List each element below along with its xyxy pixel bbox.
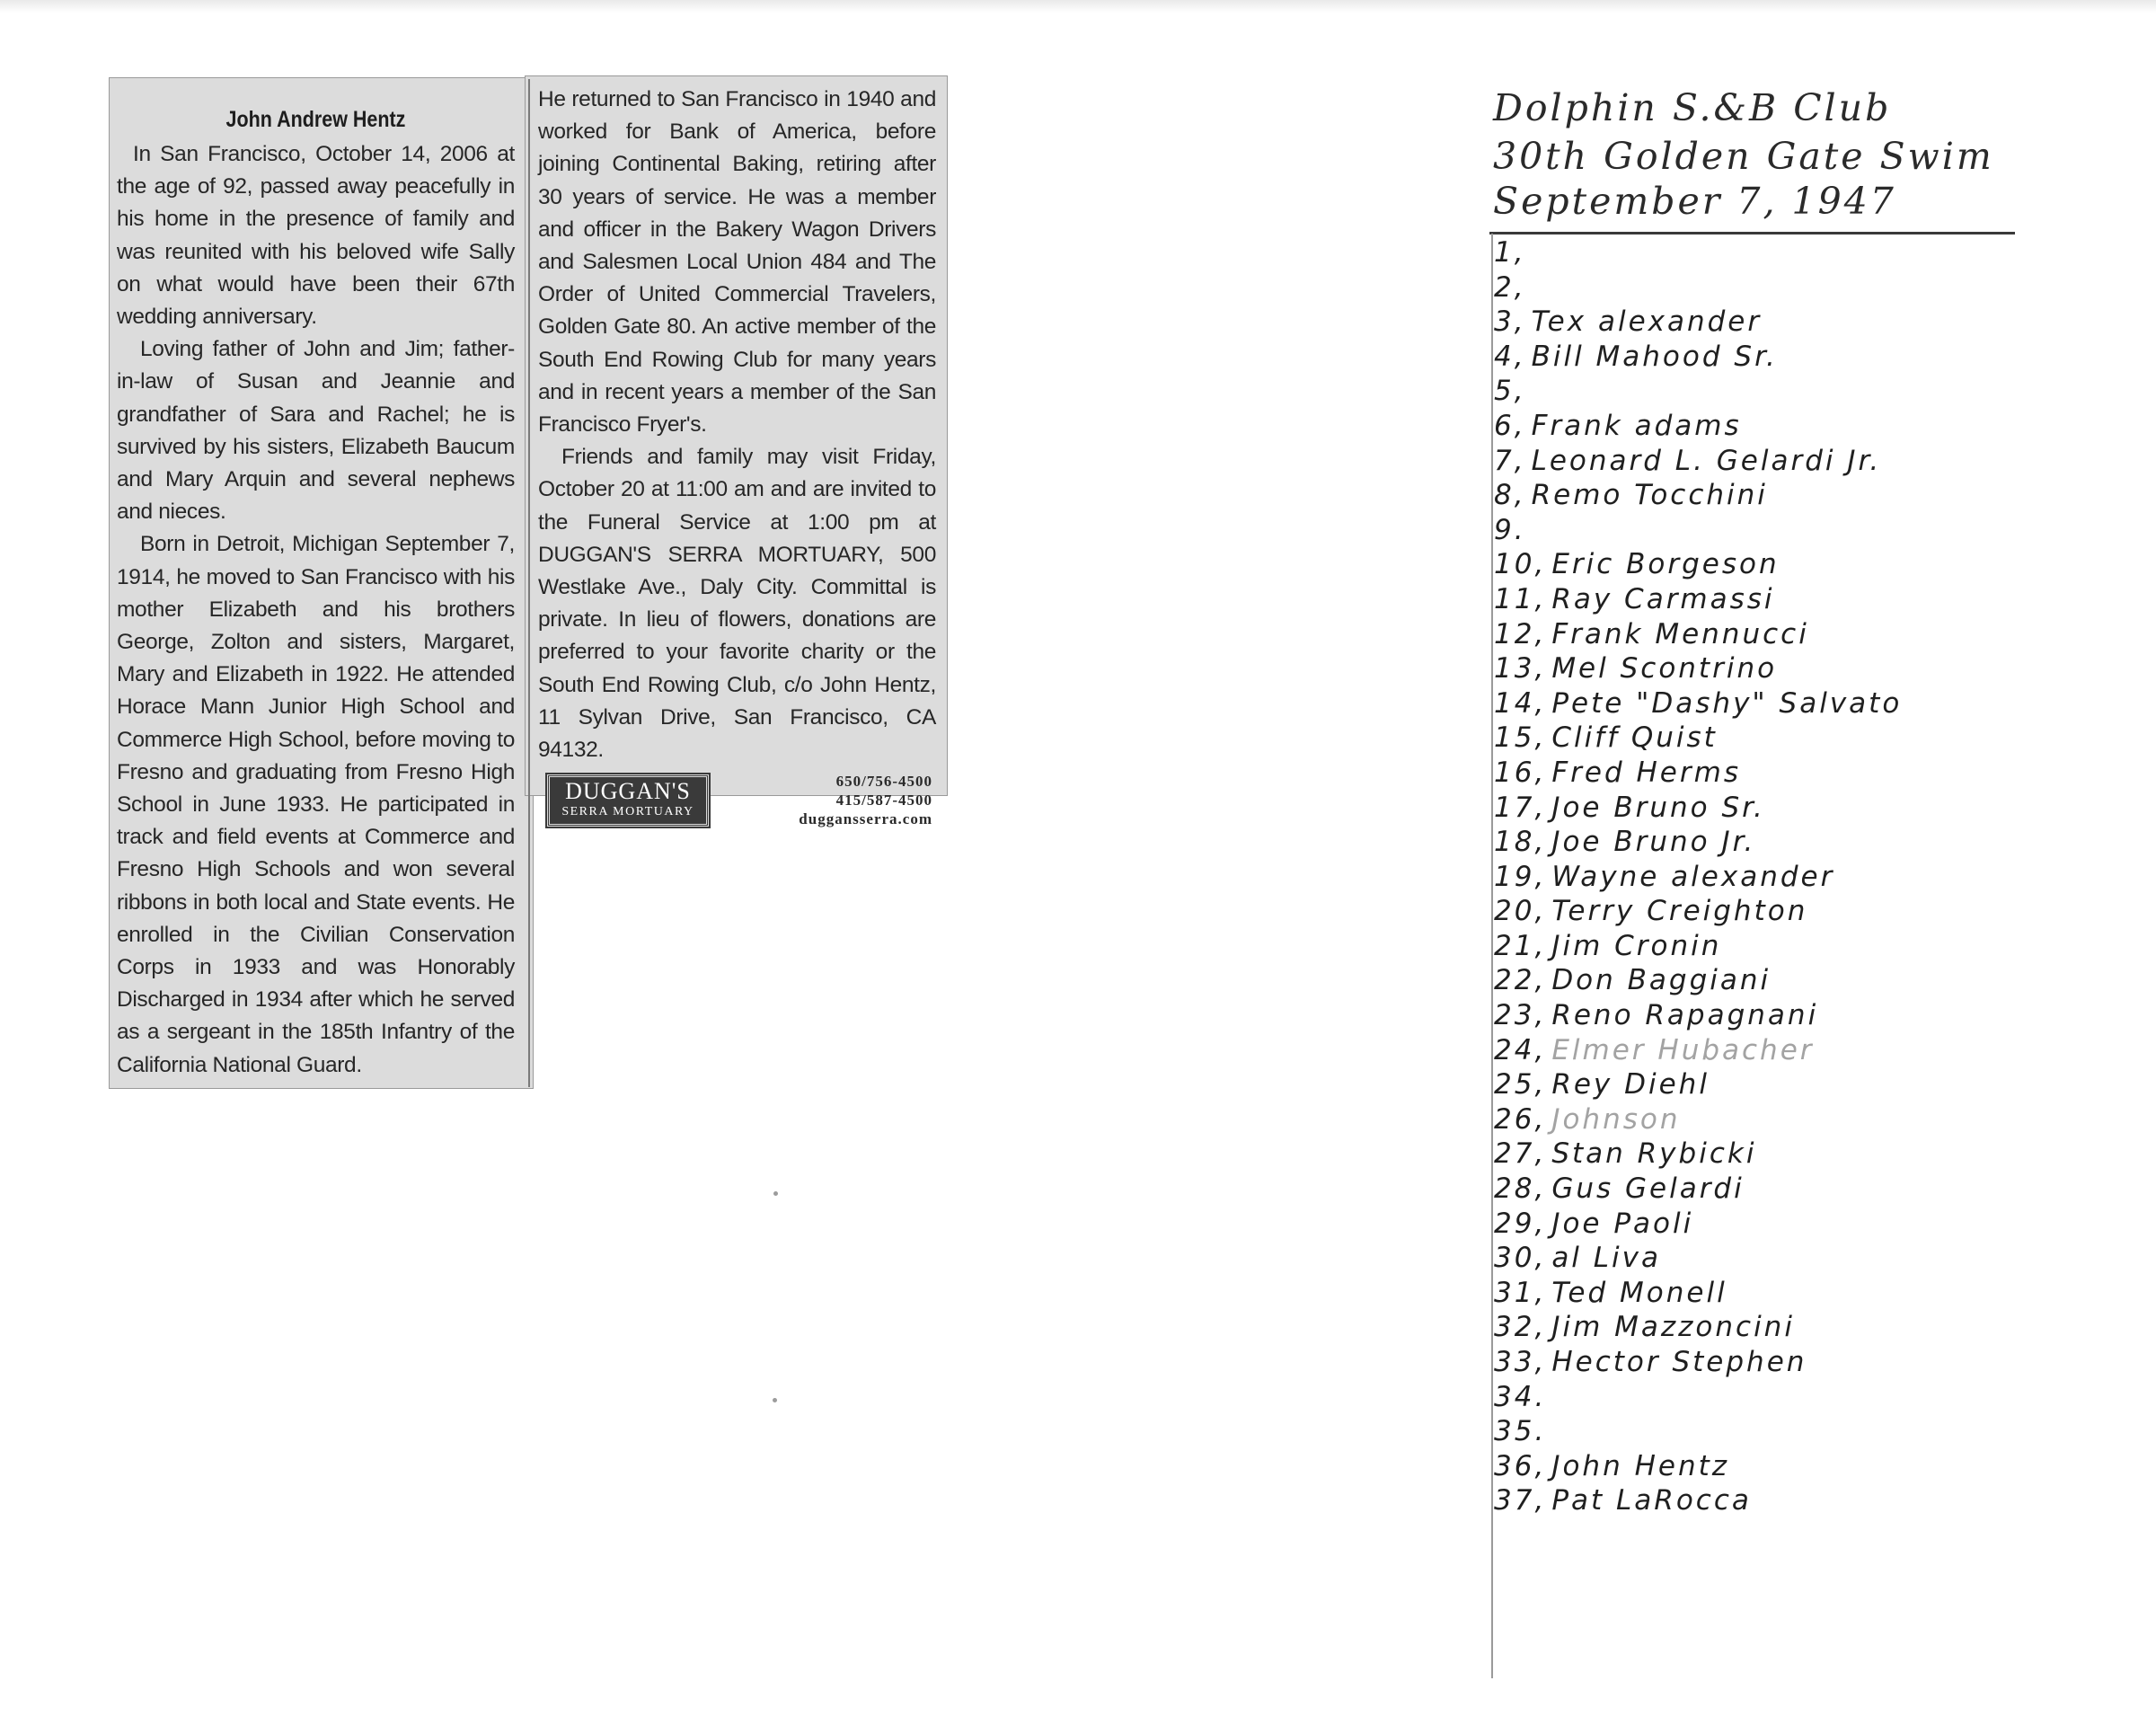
mortuary-ad xyxy=(538,772,936,828)
swimmer-name: Jim Mazzoncini xyxy=(1551,1311,1795,1344)
swimmer-name: Johnson xyxy=(1551,1102,1681,1136)
entry-number: 9. xyxy=(1494,513,1526,546)
list-item xyxy=(1494,1102,1902,1137)
entry-number: 3, xyxy=(1494,305,1526,339)
swimmer-name: John Hentz xyxy=(1551,1449,1730,1482)
entry-number: 34. xyxy=(1494,1380,1547,1413)
list-item xyxy=(1494,513,1902,548)
entry-number: 23, xyxy=(1494,999,1547,1032)
swimmer-name: Fred Herms xyxy=(1551,756,1741,789)
website: duggansserra.com xyxy=(799,810,932,828)
swimmer-name: Pat LaRocca xyxy=(1551,1484,1752,1517)
entry-number: 15, xyxy=(1494,721,1547,755)
swimmer-name: Elmer Hubacher xyxy=(1551,1033,1815,1066)
list-item xyxy=(1494,1310,1902,1345)
list-item xyxy=(1494,756,1902,791)
obituary-paragraph: Loving father of John and Jim; father-in-law of Susan and Jeannie and grandfather of Sara and Rachel; he is survived by his sisters, Elizabeth Baucum and Mary Arquin and several nephews and nieces. xyxy=(117,337,515,525)
entry-number: 14, xyxy=(1494,686,1547,720)
swimmer-name: Wayne alexander xyxy=(1551,860,1835,893)
swimmer-name: Frank adams xyxy=(1531,409,1742,442)
entry-number: 35. xyxy=(1494,1415,1547,1448)
swimmer-name: Joe Bruno Sr. xyxy=(1551,791,1765,824)
obituary-heading: John Andrew Hentz xyxy=(225,107,406,132)
swimmer-name: Leonard L. Gelardi Jr. xyxy=(1531,444,1882,477)
entry-number: 30, xyxy=(1494,1242,1547,1275)
entry-number: 28, xyxy=(1494,1172,1547,1206)
mortuary-logo xyxy=(547,774,709,827)
swimmer-name: Ted Monell xyxy=(1551,1276,1727,1309)
logo-subname: SERRA MORTUARY xyxy=(561,804,694,818)
swimmer-name: Reno Rapagnani xyxy=(1551,999,1819,1032)
entry-number: 24, xyxy=(1494,1033,1547,1066)
entry-number: 26, xyxy=(1494,1102,1547,1136)
title-underline xyxy=(1489,232,2015,234)
entry-number: 36, xyxy=(1494,1449,1547,1482)
swimmer-name: Joe Paoli xyxy=(1551,1207,1694,1240)
swimmer-name: Bill Mahood Sr. xyxy=(1531,340,1778,373)
swimmer-name: Frank Mennucci xyxy=(1551,617,1809,650)
swimmer-name: Ray Carmassi xyxy=(1551,582,1775,615)
obituary-paragraph: Born in Detroit, Michigan September 7, 1914, he moved to San Francisco with his mother Elizabeth and his brothers George, Zolton and sisters, Margaret, Mary and Elizabeth in 1922. He attended Horace Mann Junior High School and Commerce High School, before moving to Fresno and graduating from Fresno High School in June 1933. He participated in track and field events at Commerce and Fresno High Schools and won several ribbons in both local and State events. He enrolled in the Civilian Conservation Corps in 1933 and was Honorably Discharged in 1934 after which he served as a sergeant in the 185th Infantry of the California National Guard. xyxy=(117,532,515,1077)
swimmer-name: Rey Diehl xyxy=(1551,1068,1710,1101)
swimmer-name: Tex alexander xyxy=(1531,305,1763,339)
list-item xyxy=(1494,1483,1902,1518)
list-item xyxy=(1494,1241,1902,1276)
list-item xyxy=(1494,1207,1902,1242)
list-item xyxy=(1494,686,1902,721)
list-item xyxy=(1494,791,1902,826)
list-item xyxy=(1494,825,1902,860)
entry-number: 27, xyxy=(1494,1137,1547,1171)
swimmer-list xyxy=(1494,235,1902,1518)
entry-number: 8, xyxy=(1494,479,1526,512)
entry-number: 13, xyxy=(1494,652,1547,686)
entry-number: 6, xyxy=(1494,409,1526,442)
swimmer-name: Terry Creighton xyxy=(1551,895,1808,928)
swimmer-name: Eric Borgeson xyxy=(1551,548,1780,581)
mortuary-contact xyxy=(799,772,932,828)
entry-number: 12, xyxy=(1494,617,1547,650)
swimmer-name: Hector Stephen xyxy=(1551,1346,1807,1378)
swimmer-name: Mel Scontrino xyxy=(1551,652,1778,686)
list-item xyxy=(1494,547,1902,582)
list-item xyxy=(1494,340,1902,375)
list-item xyxy=(1494,270,1902,305)
entry-number: 4, xyxy=(1494,340,1526,373)
logo-name: DUGGAN'S xyxy=(565,777,691,804)
entry-number: 20, xyxy=(1494,895,1547,928)
list-item xyxy=(1494,1276,1902,1311)
entry-number: 21, xyxy=(1494,929,1547,962)
list-item xyxy=(1494,617,1902,652)
swimmer-name: Joe Bruno Jr. xyxy=(1551,826,1756,859)
list-item xyxy=(1494,1449,1902,1484)
obituary-column-2 xyxy=(525,75,948,828)
list-margin-line xyxy=(1491,234,1493,1678)
list-item xyxy=(1494,1380,1902,1415)
swimmer-name: Gus Gelardi xyxy=(1551,1172,1745,1206)
phone-number: 415/587-4500 xyxy=(835,792,932,809)
obituary-paragraph: In San Francisco, October 14, 2006 at the age of 92, passed away peacefully in his home in the presence of family and was reunited with his beloved wife Sally on what would have been their 67th wedding anniversary. xyxy=(117,142,515,330)
entry-number: 5, xyxy=(1494,375,1526,408)
entry-number: 16, xyxy=(1494,756,1547,789)
list-item xyxy=(1494,1033,1902,1068)
entry-number: 25, xyxy=(1494,1068,1547,1101)
phone-number: 650/756-4500 xyxy=(835,773,932,791)
swimmer-name: Don Baggiani xyxy=(1551,964,1772,997)
list-item xyxy=(1494,1067,1902,1102)
swimmer-name: Stan Rybicki xyxy=(1551,1137,1757,1171)
list-item xyxy=(1494,1345,1902,1380)
entry-number: 29, xyxy=(1494,1207,1547,1240)
entry-number: 2, xyxy=(1494,270,1526,304)
swimmer-name: Cliff Quist xyxy=(1551,721,1718,755)
entry-number: 7, xyxy=(1494,444,1526,477)
list-title-event: 30th Golden Gate Swim xyxy=(1493,135,1994,178)
entry-number: 31, xyxy=(1494,1276,1547,1309)
swimmer-name: al Liva xyxy=(1551,1242,1662,1275)
entry-number: 22, xyxy=(1494,964,1547,997)
list-item xyxy=(1494,721,1902,756)
entry-number: 11, xyxy=(1494,582,1547,615)
list-item xyxy=(1494,894,1902,929)
entry-number: 17, xyxy=(1494,791,1547,824)
obituary-column-1 xyxy=(109,77,534,1089)
list-item xyxy=(1494,1137,1902,1172)
list-title-date: September 7, 1947 xyxy=(1493,180,1896,223)
list-title-club: Dolphin S.&B Club xyxy=(1493,86,1892,129)
list-item xyxy=(1494,1414,1902,1449)
list-item xyxy=(1494,374,1902,409)
swimmer-name: Jim Cronin xyxy=(1551,929,1722,962)
list-item xyxy=(1494,235,1902,270)
list-item xyxy=(1494,444,1902,479)
entry-number: 18, xyxy=(1494,826,1547,859)
entry-number: 32, xyxy=(1494,1311,1547,1344)
list-item xyxy=(1494,963,1902,998)
entry-number: 33, xyxy=(1494,1346,1547,1378)
scan-speck xyxy=(773,1191,778,1196)
obituary-paragraph: He returned to San Francisco in 1940 and worked for Bank of America, before joining Continental Baking, retiring after 30 years of service. He was a member and officer in the Bakery Wagon Drivers and Salesmen Local Union 484 and The Order of United Commercial Travelers, Golden Gate 80. An active member of the South End Rowing Club for many years and in recent years a member of the San Francisco Fryer's. xyxy=(538,87,936,438)
list-item xyxy=(1494,651,1902,686)
column-divider xyxy=(528,79,530,1087)
list-item xyxy=(1494,929,1902,964)
entry-number: 10, xyxy=(1494,548,1547,581)
entry-number: 1, xyxy=(1494,236,1526,269)
list-item xyxy=(1494,860,1902,895)
scan-speck xyxy=(773,1398,777,1402)
list-item xyxy=(1494,409,1902,444)
list-item xyxy=(1494,998,1902,1033)
scan-edge xyxy=(0,0,2156,13)
entry-number: 37, xyxy=(1494,1484,1547,1517)
swimmer-name: Remo Tocchini xyxy=(1531,479,1768,512)
list-item xyxy=(1494,305,1902,340)
list-item xyxy=(1494,582,1902,617)
list-item xyxy=(1494,1172,1902,1207)
list-item xyxy=(1494,478,1902,513)
entry-number: 19, xyxy=(1494,860,1547,893)
obituary-paragraph: Friends and family may visit Friday, October 20 at 11:00 am and are invited to the Funeral Service at 1:00 pm at DUGGAN'S SERRA MORTUARY, 500 Westlake Ave., Daly City. Committal is private. In lieu of flowers, donations are preferred to your favorite charity or the South End Rowing Club, c/o John Hentz, 11 Sylvan Drive, San Francisco, CA 94132. xyxy=(538,445,936,763)
swimmer-name: Pete "Dashy" Salvato xyxy=(1551,686,1903,720)
